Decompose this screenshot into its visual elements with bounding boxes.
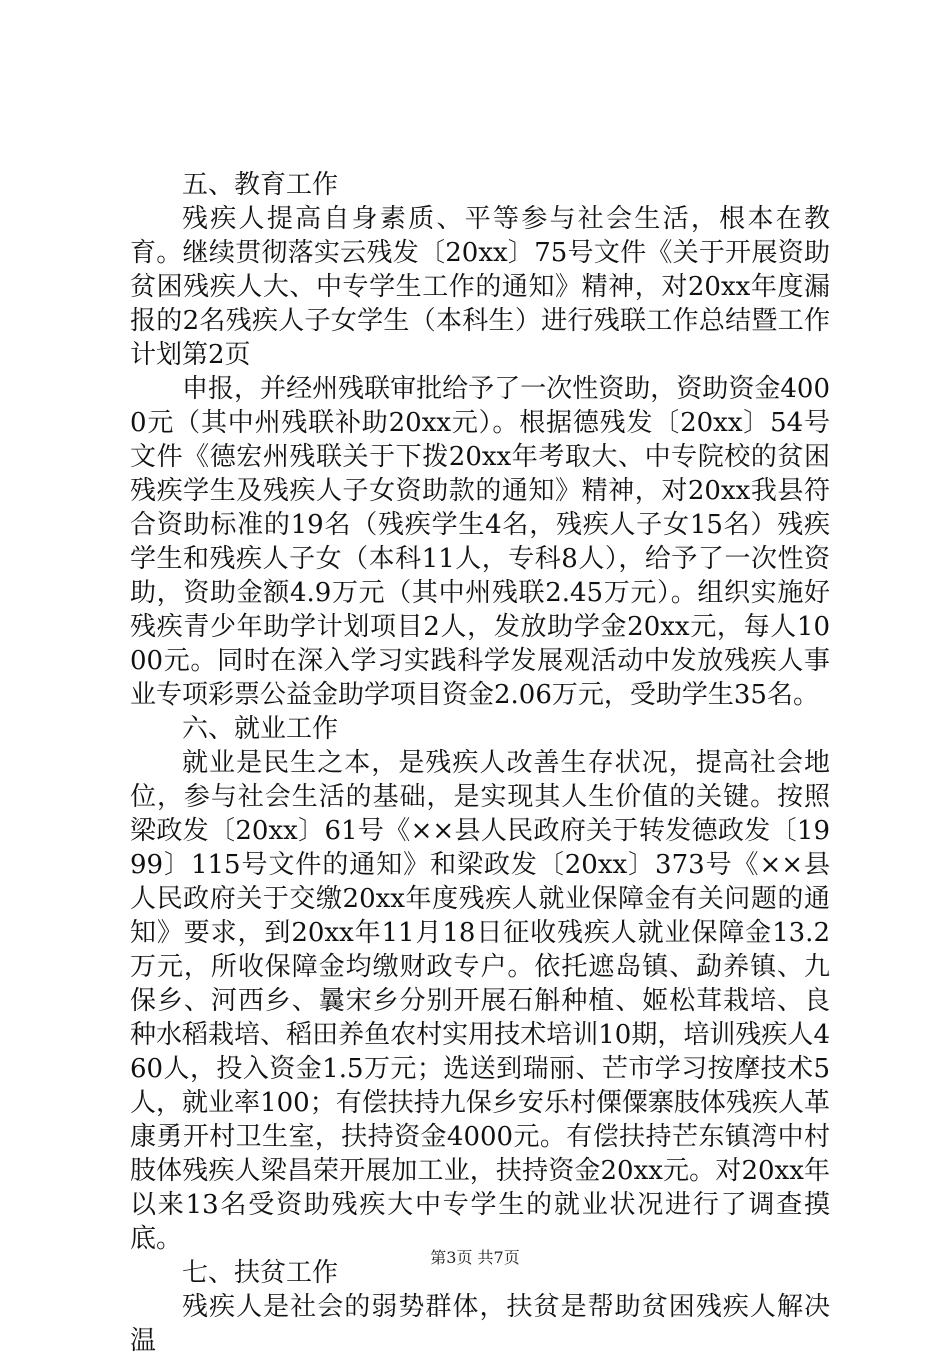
- paragraph-education-2: 申报，并经州残联审批给予了一次性资助，资助资金4000元（其中州残联补助20xx元）。根据德残发〔20xx〕54号文件《德宏州残联关于下拨20xx年考取大、中专院校的贫困残疾学生及残疾人子女资助款的通知》精神，对20xx我县符合资助标准的19名（残疾学生4名，残疾人子女15名）残疾学生和残疾人子女（本科11人，专科8人），给予了一次性资助，资助金额4.9万元（其中州残联2.45万元）。组织实施好残疾青少年助学计划项目2人，发放助学金20xx元，每人1000元。同时在深入学习实践科学发展观活动中发放残疾人事业专项彩票公益金助学项目资金2.06万元，受助学生35名。: [130, 374, 830, 710]
- section-heading-poverty: 七、扶贫工作: [182, 1258, 339, 1288]
- page-number: 第3页 共7页: [430, 1248, 520, 1267]
- page-footer: [0, 1247, 950, 1269]
- paragraph-poverty: 残疾人是社会的弱势群体，扶贫是帮助贫困残疾人解决温: [130, 1292, 830, 1356]
- paragraph-education-1: 残疾人提高自身素质、平等参与社会生活，根本在教育。继续贯彻落实云残发〔20xx〕75号文件《关于开展资助贫困残疾人大、中专学生工作的通知》精神，对20xx年度漏报的2名残疾人子女学生（本科生）进行残联工作总结暨工作计划第2页: [130, 204, 830, 370]
- section-heading-education: 五、教育工作: [182, 170, 339, 200]
- section-heading-employment: 六、就业工作: [182, 714, 339, 744]
- paragraph-employment: 就业是民生之本，是残疾人改善生存状况，提高社会地位，参与社会生活的基础，是实现其人生价值的关键。按照梁政发〔20xx〕61号《××县人民政府关于转发德政发〔1999〕115号文件的通知》和梁政发〔20xx〕373号《××县人民政府关于交缴20xx年度残疾人就业保障金有关问题的通知》要求，到20xx年11月18日征收残疾人就业保障金13.2万元，所收保障金均缴财政专户。依托遮岛镇、勐养镇、九保乡、河西乡、曩宋乡分别开展石斛种植、姬松茸栽培、良种水稻栽培、稻田养鱼农村实用技术培训10期，培训残疾人460人，投入资金1.5万元；选送到瑞丽、芒市学习按摩技术5人，就业率100；有偿扶持九保乡安乐村傈僳寨肢体残疾人革康勇开村卫生室，扶持资金4000元。有偿扶持芒东镇湾中村肢体残疾人梁昌荣开展加工业，扶持资金20xx元。对20xx年以来13名受资助残疾大中专学生的就业状况进行了调查摸底。: [130, 748, 830, 1254]
- document-body: [130, 168, 830, 1358]
